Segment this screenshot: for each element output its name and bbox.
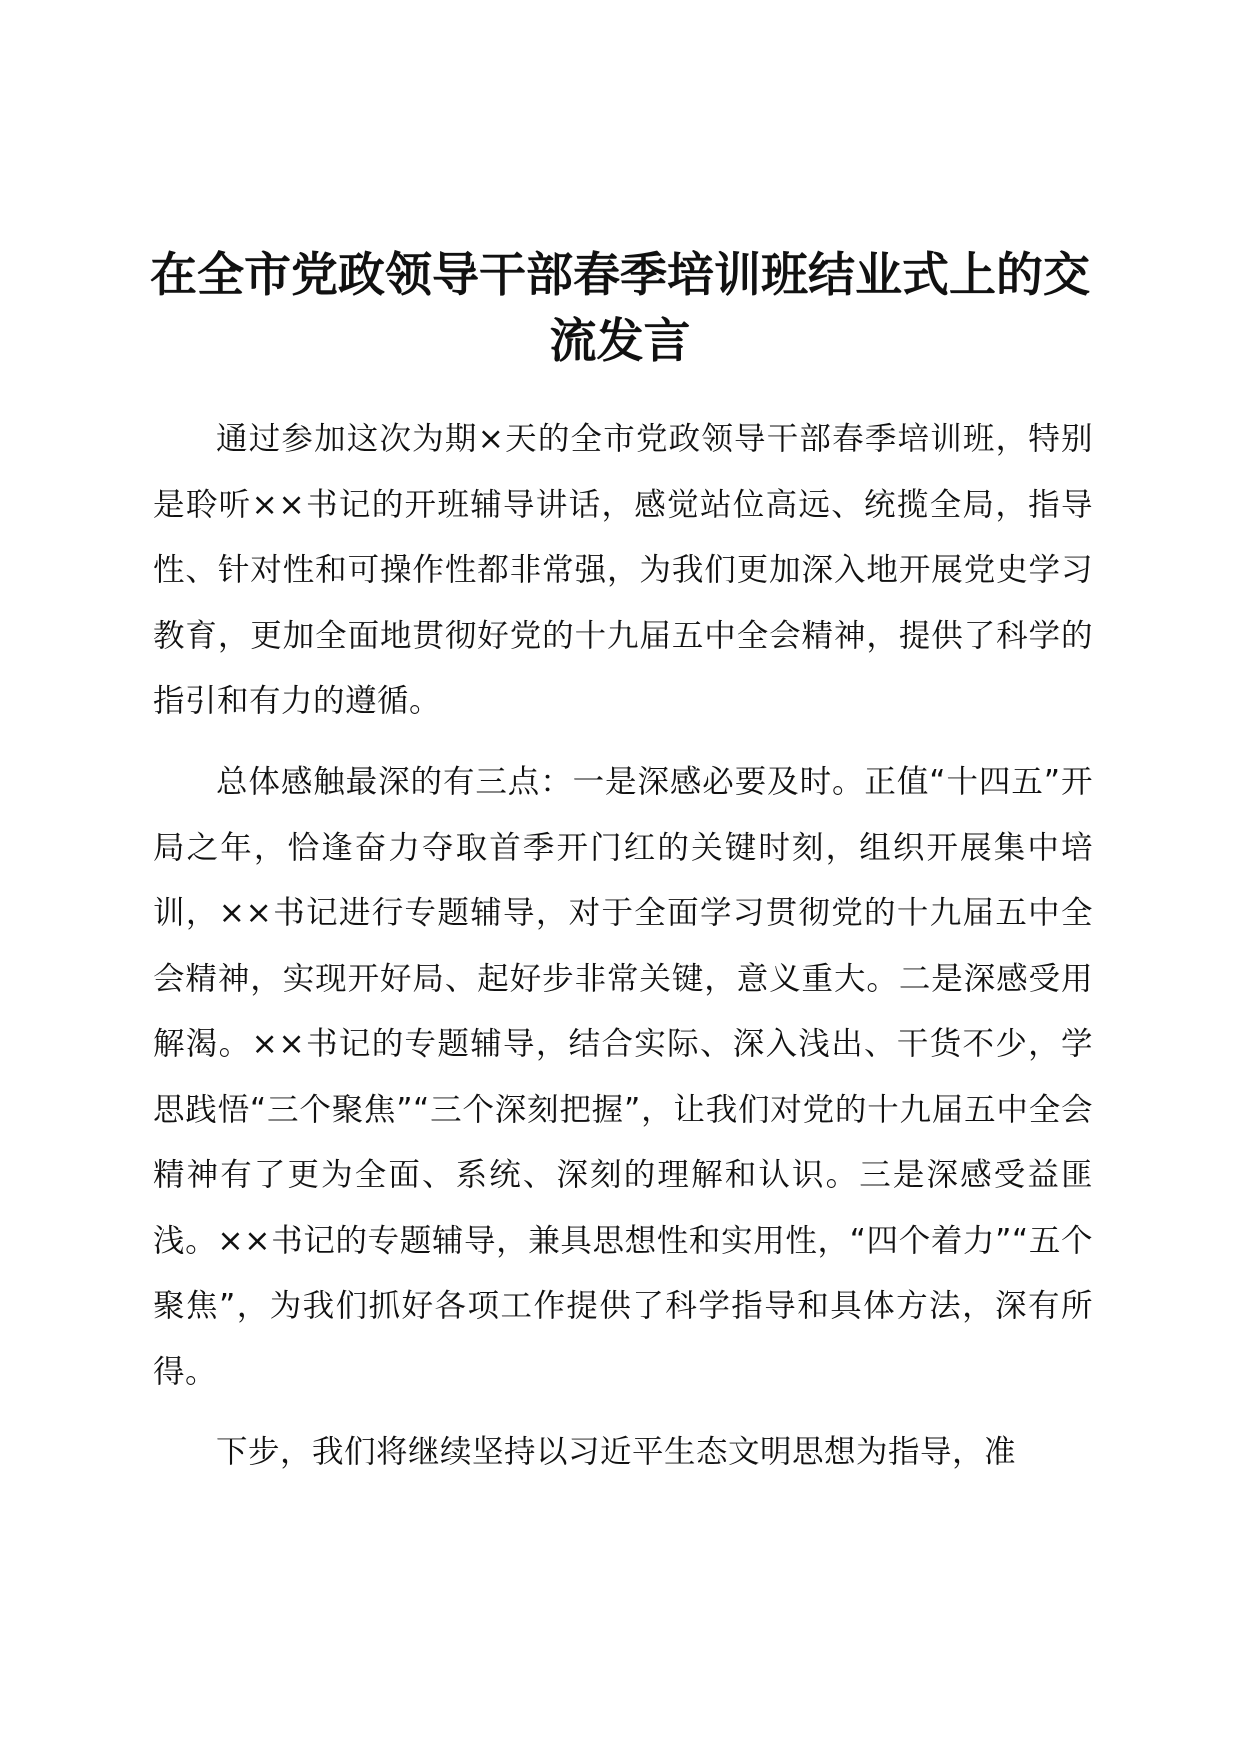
title-line-1: 在全市党政领导干部春季培训班结业式上的交 — [150, 248, 1090, 303]
document-title — [150, 243, 1090, 375]
paragraph-3: 下步，我们将继续坚持以习近平生态文明思想为指导，准 — [216, 1434, 1017, 1470]
paragraph-1: 通过参加这次为期×天的全市党政领导干部春季培训班，特别是聆听××书记的开班辅导讲话，感觉站位高远、统揽全局，指导性、针对性和可操作性都非常强，为我们更加深入地开展党史学习教育，更加全面地贯彻好党的十九届五中全会精神，提供了科学的指引和有力的遵循。 — [153, 421, 1093, 719]
title-line-2: 流发言 — [549, 314, 691, 369]
paragraph-2: 总体感触最深的有三点：一是深感必要及时。正值“十四五”开局之年，恰逢奋力夺取首季开门红的关键时刻，组织开展集中培训，××书记进行专题辅导，对于全面学习贯彻党的十九届五中全会精神，实现开好局、起好步非常关键，意义重大。二是深感受用解渴。××书记的专题辅导，结合实际、深入浅出、干货不少，学思践悟“三个聚焦”“三个深刻把握”，让我们对党的十九届五中全会精神有了更为全面、系统、深刻的理解和认识。三是深感受益匪浅。××书记的专题辅导，兼具思想性和实用性，“四个着力”“五个聚焦”，为我们抓好各项工作提供了科学指导和具体方法，深有所得。 — [153, 764, 1093, 1390]
